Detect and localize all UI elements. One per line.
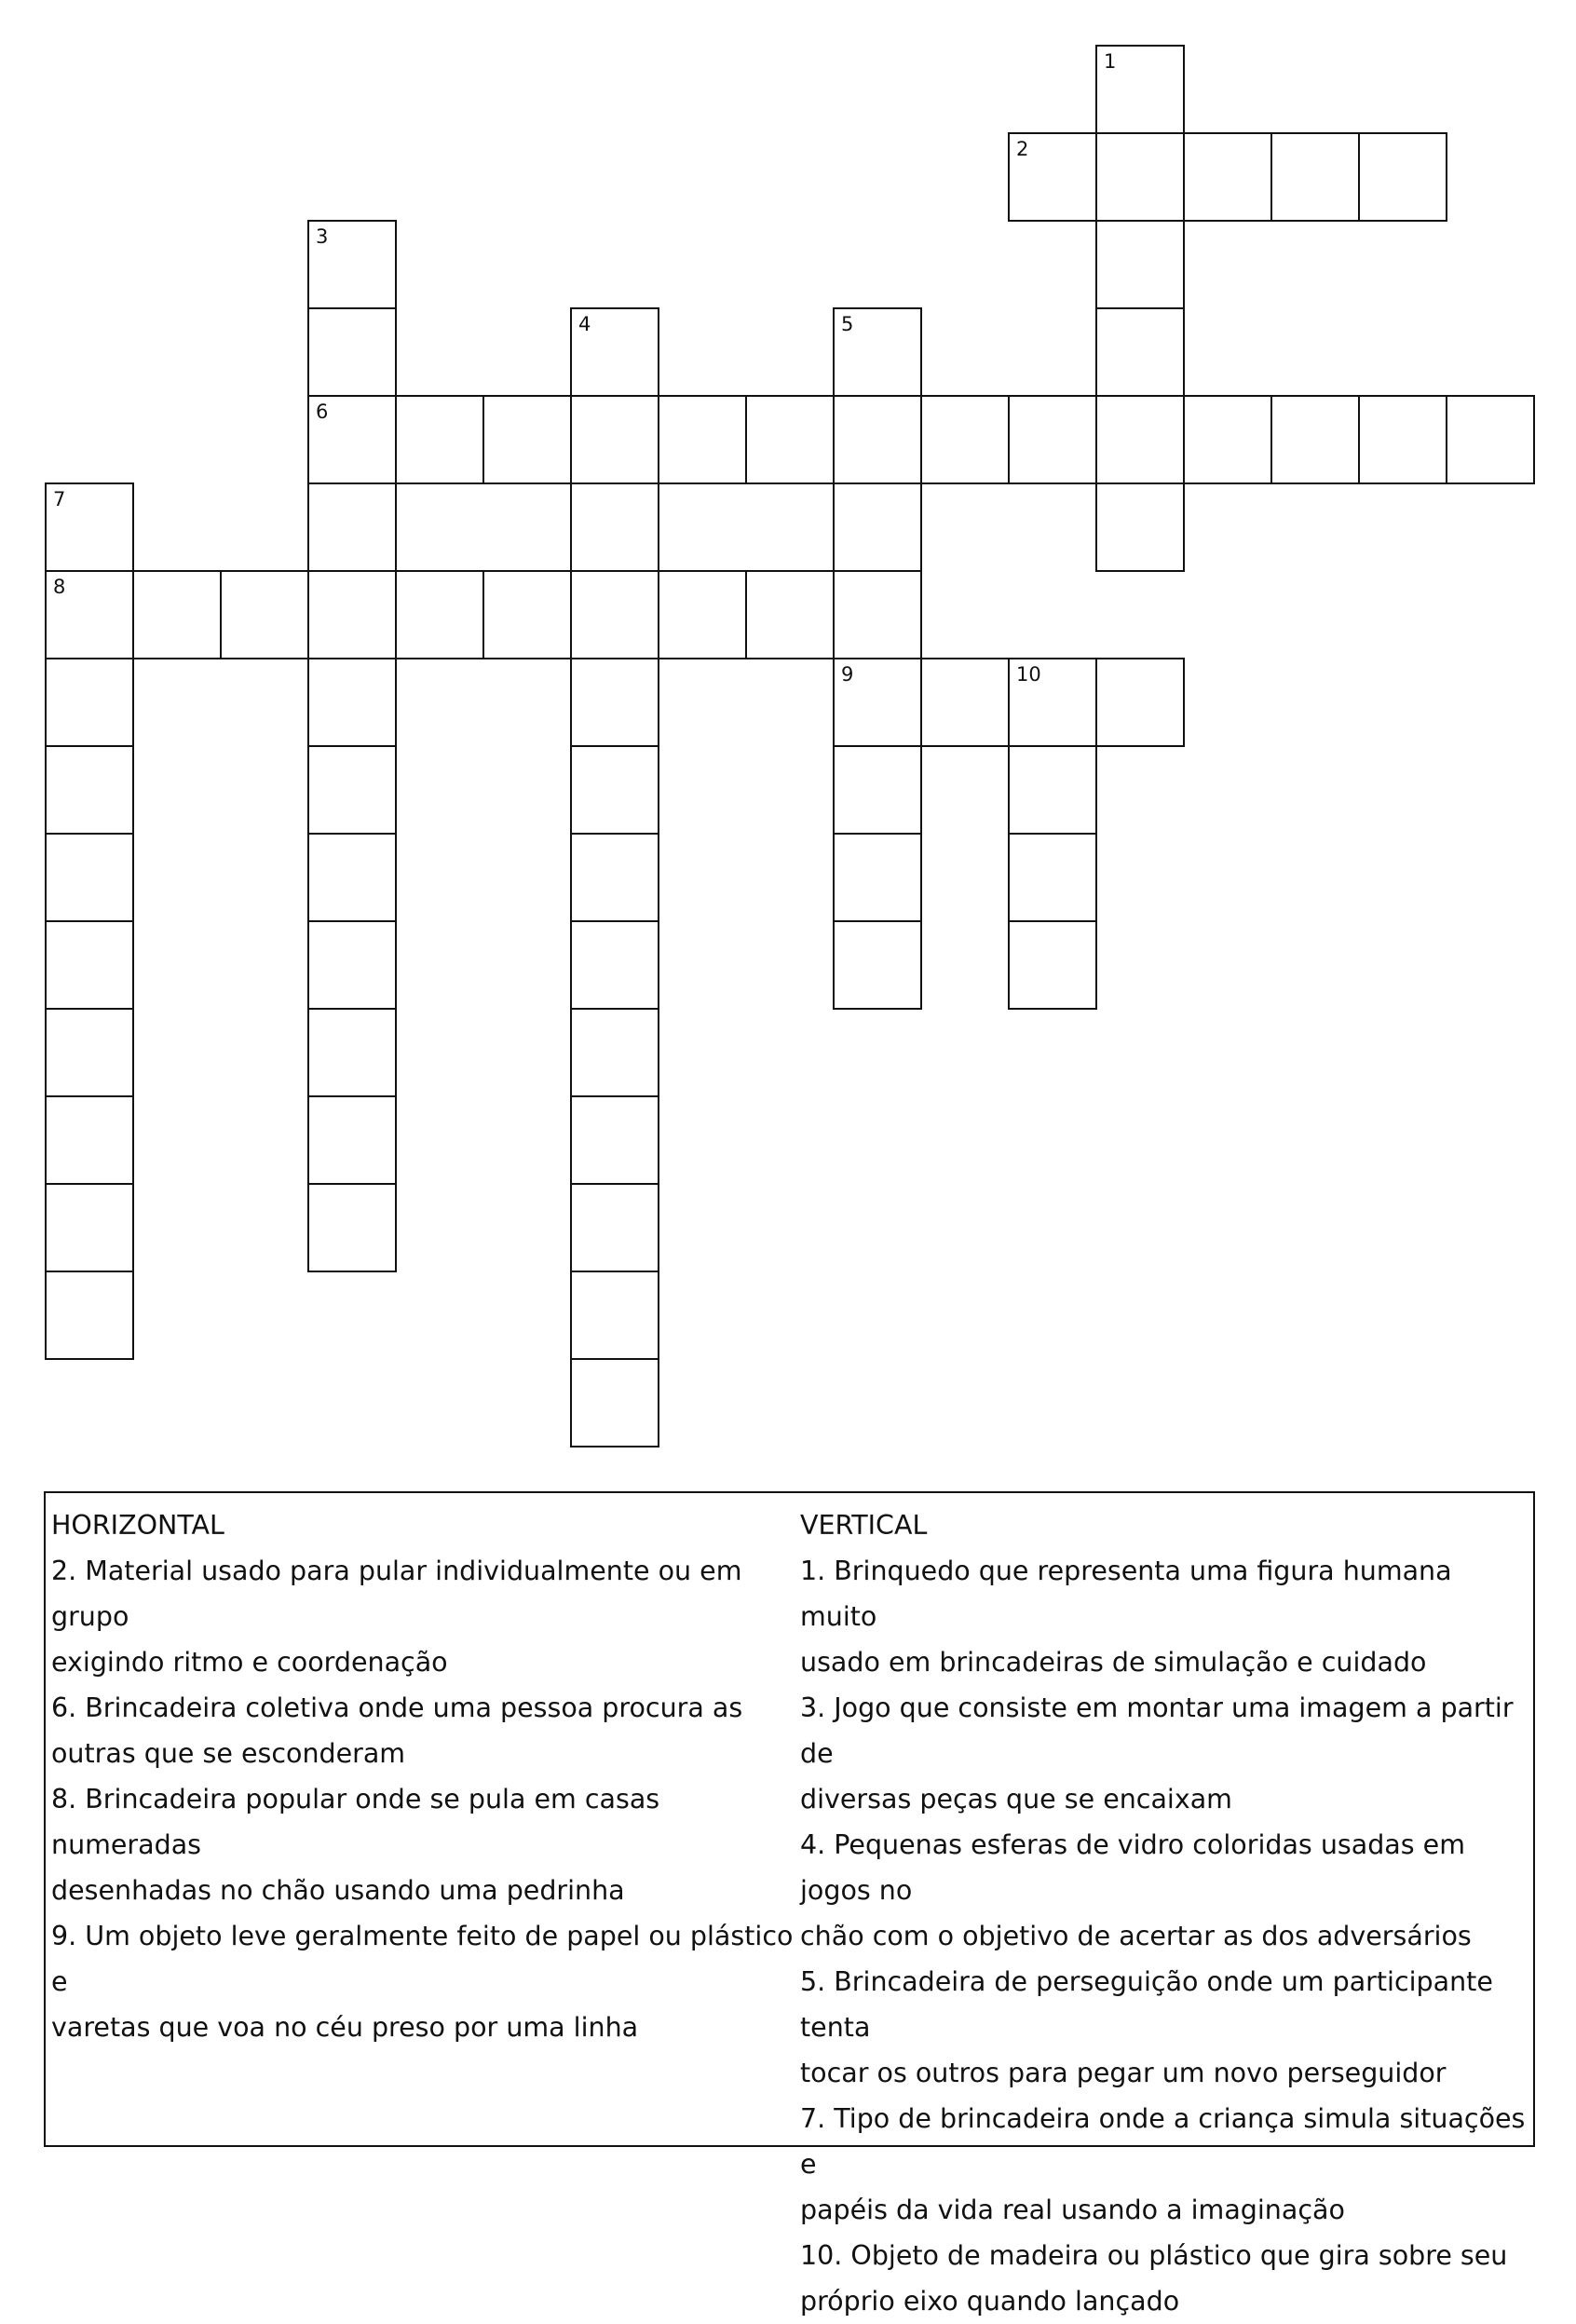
crossword-cell[interactable] bbox=[1270, 132, 1360, 222]
crossword-cell[interactable] bbox=[1008, 132, 1097, 222]
crossword-cell[interactable] bbox=[395, 395, 484, 484]
crossword-cell[interactable] bbox=[570, 833, 659, 922]
crossword-cell[interactable] bbox=[307, 570, 397, 659]
clue-number: 5 bbox=[841, 313, 854, 335]
crossword-cell[interactable] bbox=[570, 658, 659, 747]
crossword-cell[interactable] bbox=[745, 570, 835, 659]
clue-vertical-10: 10. Objeto de madeira ou plástico que gira sobre seu próprio eixo quando lançado bbox=[800, 2240, 1508, 2317]
crossword-cell[interactable] bbox=[570, 307, 659, 397]
vertical-clues bbox=[800, 1502, 1532, 2324]
crossword-cell[interactable] bbox=[45, 482, 134, 572]
crossword-cell[interactable] bbox=[1183, 395, 1272, 484]
crossword-cell[interactable] bbox=[1008, 658, 1097, 747]
crossword-cell[interactable] bbox=[307, 1183, 397, 1272]
crossword-cell[interactable] bbox=[570, 570, 659, 659]
crossword-cell[interactable] bbox=[570, 920, 659, 1010]
clue-number: 6 bbox=[316, 401, 329, 423]
crossword-cell[interactable] bbox=[45, 1183, 134, 1272]
crossword-cell[interactable] bbox=[307, 482, 397, 572]
crossword-cell[interactable] bbox=[307, 220, 397, 309]
crossword-cell[interactable] bbox=[745, 395, 835, 484]
crossword-cell[interactable] bbox=[1095, 132, 1185, 222]
clue-vertical-7: 7. Tipo de brincadeira onde a criança simula situações e papéis da vida real usando a imaginação bbox=[800, 2103, 1526, 2225]
clue-vertical-4: 4. Pequenas esferas de vidro coloridas usadas em jogos no chão com o objetivo de acertar as dos adversários bbox=[800, 1829, 1472, 1951]
clue-horizontal-9: 9. Um objeto leve geralmente feito de papel ou plástico e varetas que voa no céu preso por uma linha bbox=[51, 1921, 794, 2043]
crossword-cell[interactable] bbox=[307, 395, 397, 484]
clue-number: 3 bbox=[316, 225, 329, 248]
crossword-cell[interactable] bbox=[220, 570, 309, 659]
crossword-cell[interactable] bbox=[833, 658, 922, 747]
crossword-cell[interactable] bbox=[1008, 920, 1097, 1010]
crossword-cell[interactable] bbox=[833, 833, 922, 922]
crossword-cell[interactable] bbox=[833, 920, 922, 1010]
crossword-cell[interactable] bbox=[1095, 45, 1185, 134]
crossword-cell[interactable] bbox=[1095, 307, 1185, 397]
crossword-cell[interactable] bbox=[307, 745, 397, 835]
clue-number: 1 bbox=[1104, 50, 1117, 73]
crossword-cell[interactable] bbox=[570, 1271, 659, 1360]
crossword-cell[interactable] bbox=[307, 1095, 397, 1185]
clue-vertical-3: 3. Jogo que consiste em montar uma imagem a partir de diversas peças que se encaixam bbox=[800, 1692, 1514, 1814]
crossword-cell[interactable] bbox=[570, 1183, 659, 1272]
crossword-cell[interactable] bbox=[395, 570, 484, 659]
crossword-cell[interactable] bbox=[1008, 833, 1097, 922]
crossword-cell[interactable] bbox=[45, 658, 134, 747]
clue-number: 8 bbox=[53, 576, 66, 598]
crossword-cell[interactable] bbox=[1008, 745, 1097, 835]
crossword-cell[interactable] bbox=[1095, 482, 1185, 572]
crossword-cell[interactable] bbox=[45, 833, 134, 922]
crossword-cell[interactable] bbox=[1358, 395, 1447, 484]
crossword-cell[interactable] bbox=[920, 658, 1010, 747]
crossword-cell[interactable] bbox=[1446, 395, 1535, 484]
crossword-cell[interactable] bbox=[833, 570, 922, 659]
crossword-cell[interactable] bbox=[307, 307, 397, 397]
crossword-cell[interactable] bbox=[307, 1008, 397, 1097]
crossword-cell[interactable] bbox=[45, 1271, 134, 1360]
clue-vertical-1: 1. Brinquedo que representa uma figura humana muito usado em brincadeiras de simulação e cuidado bbox=[800, 1556, 1452, 1678]
crossword-cell[interactable] bbox=[1358, 132, 1447, 222]
clue-horizontal-8: 8. Brincadeira popular onde se pula em casas numeradas desenhadas no chão usando uma pedrinha bbox=[51, 1784, 660, 1906]
clue-horizontal-2: 2. Material usado para pular individualmente ou em grupo exigindo ritmo e coordenação bbox=[51, 1556, 742, 1678]
clue-number: 4 bbox=[578, 313, 591, 335]
clue-number: 7 bbox=[53, 488, 66, 510]
crossword-cell[interactable] bbox=[658, 395, 747, 484]
crossword-cell[interactable] bbox=[833, 482, 922, 572]
crossword-cell[interactable] bbox=[482, 395, 572, 484]
horizontal-heading: HORIZONTAL bbox=[51, 1510, 224, 1541]
crossword-cell[interactable] bbox=[307, 658, 397, 747]
crossword-cell[interactable] bbox=[570, 1358, 659, 1447]
crossword-cell[interactable] bbox=[307, 920, 397, 1010]
crossword-cell[interactable] bbox=[45, 920, 134, 1010]
crossword-cell[interactable] bbox=[45, 570, 134, 659]
crossword-cell[interactable] bbox=[1095, 220, 1185, 309]
crossword-cell[interactable] bbox=[1270, 395, 1360, 484]
crossword-cell[interactable] bbox=[307, 833, 397, 922]
crossword-cell[interactable] bbox=[45, 745, 134, 835]
crossword-cell[interactable] bbox=[570, 1095, 659, 1185]
crossword-cell[interactable] bbox=[833, 395, 922, 484]
crossword-cell[interactable] bbox=[570, 395, 659, 484]
crossword-cell[interactable] bbox=[45, 1095, 134, 1185]
crossword-cell[interactable] bbox=[833, 745, 922, 835]
horizontal-clues bbox=[51, 1502, 796, 2050]
crossword-cell[interactable] bbox=[570, 1008, 659, 1097]
crossword-cell[interactable] bbox=[658, 570, 747, 659]
crossword-cell[interactable] bbox=[132, 570, 222, 659]
clue-vertical-5: 5. Brincadeira de perseguição onde um participante tenta tocar os outros para pegar um novo perseguidor bbox=[800, 1966, 1493, 2088]
crossword-cell[interactable] bbox=[833, 307, 922, 397]
crossword-cell[interactable] bbox=[920, 395, 1010, 484]
vertical-heading: VERTICAL bbox=[800, 1510, 928, 1541]
crossword-cell[interactable] bbox=[570, 482, 659, 572]
crossword-cell[interactable] bbox=[1095, 658, 1185, 747]
crossword-cell[interactable] bbox=[1183, 132, 1272, 222]
clue-number: 9 bbox=[841, 663, 854, 686]
crossword-cell[interactable] bbox=[1095, 395, 1185, 484]
clue-number: 2 bbox=[1016, 138, 1029, 160]
crossword-cell[interactable] bbox=[1008, 395, 1097, 484]
clue-horizontal-6: 6. Brincadeira coletiva onde uma pessoa procura as outras que se esconderam bbox=[51, 1692, 743, 1769]
clues-box bbox=[44, 1491, 1535, 2317]
crossword-cell[interactable] bbox=[482, 570, 572, 659]
crossword-cell[interactable] bbox=[45, 1008, 134, 1097]
clue-number: 10 bbox=[1016, 663, 1041, 686]
crossword-cell[interactable] bbox=[570, 745, 659, 835]
